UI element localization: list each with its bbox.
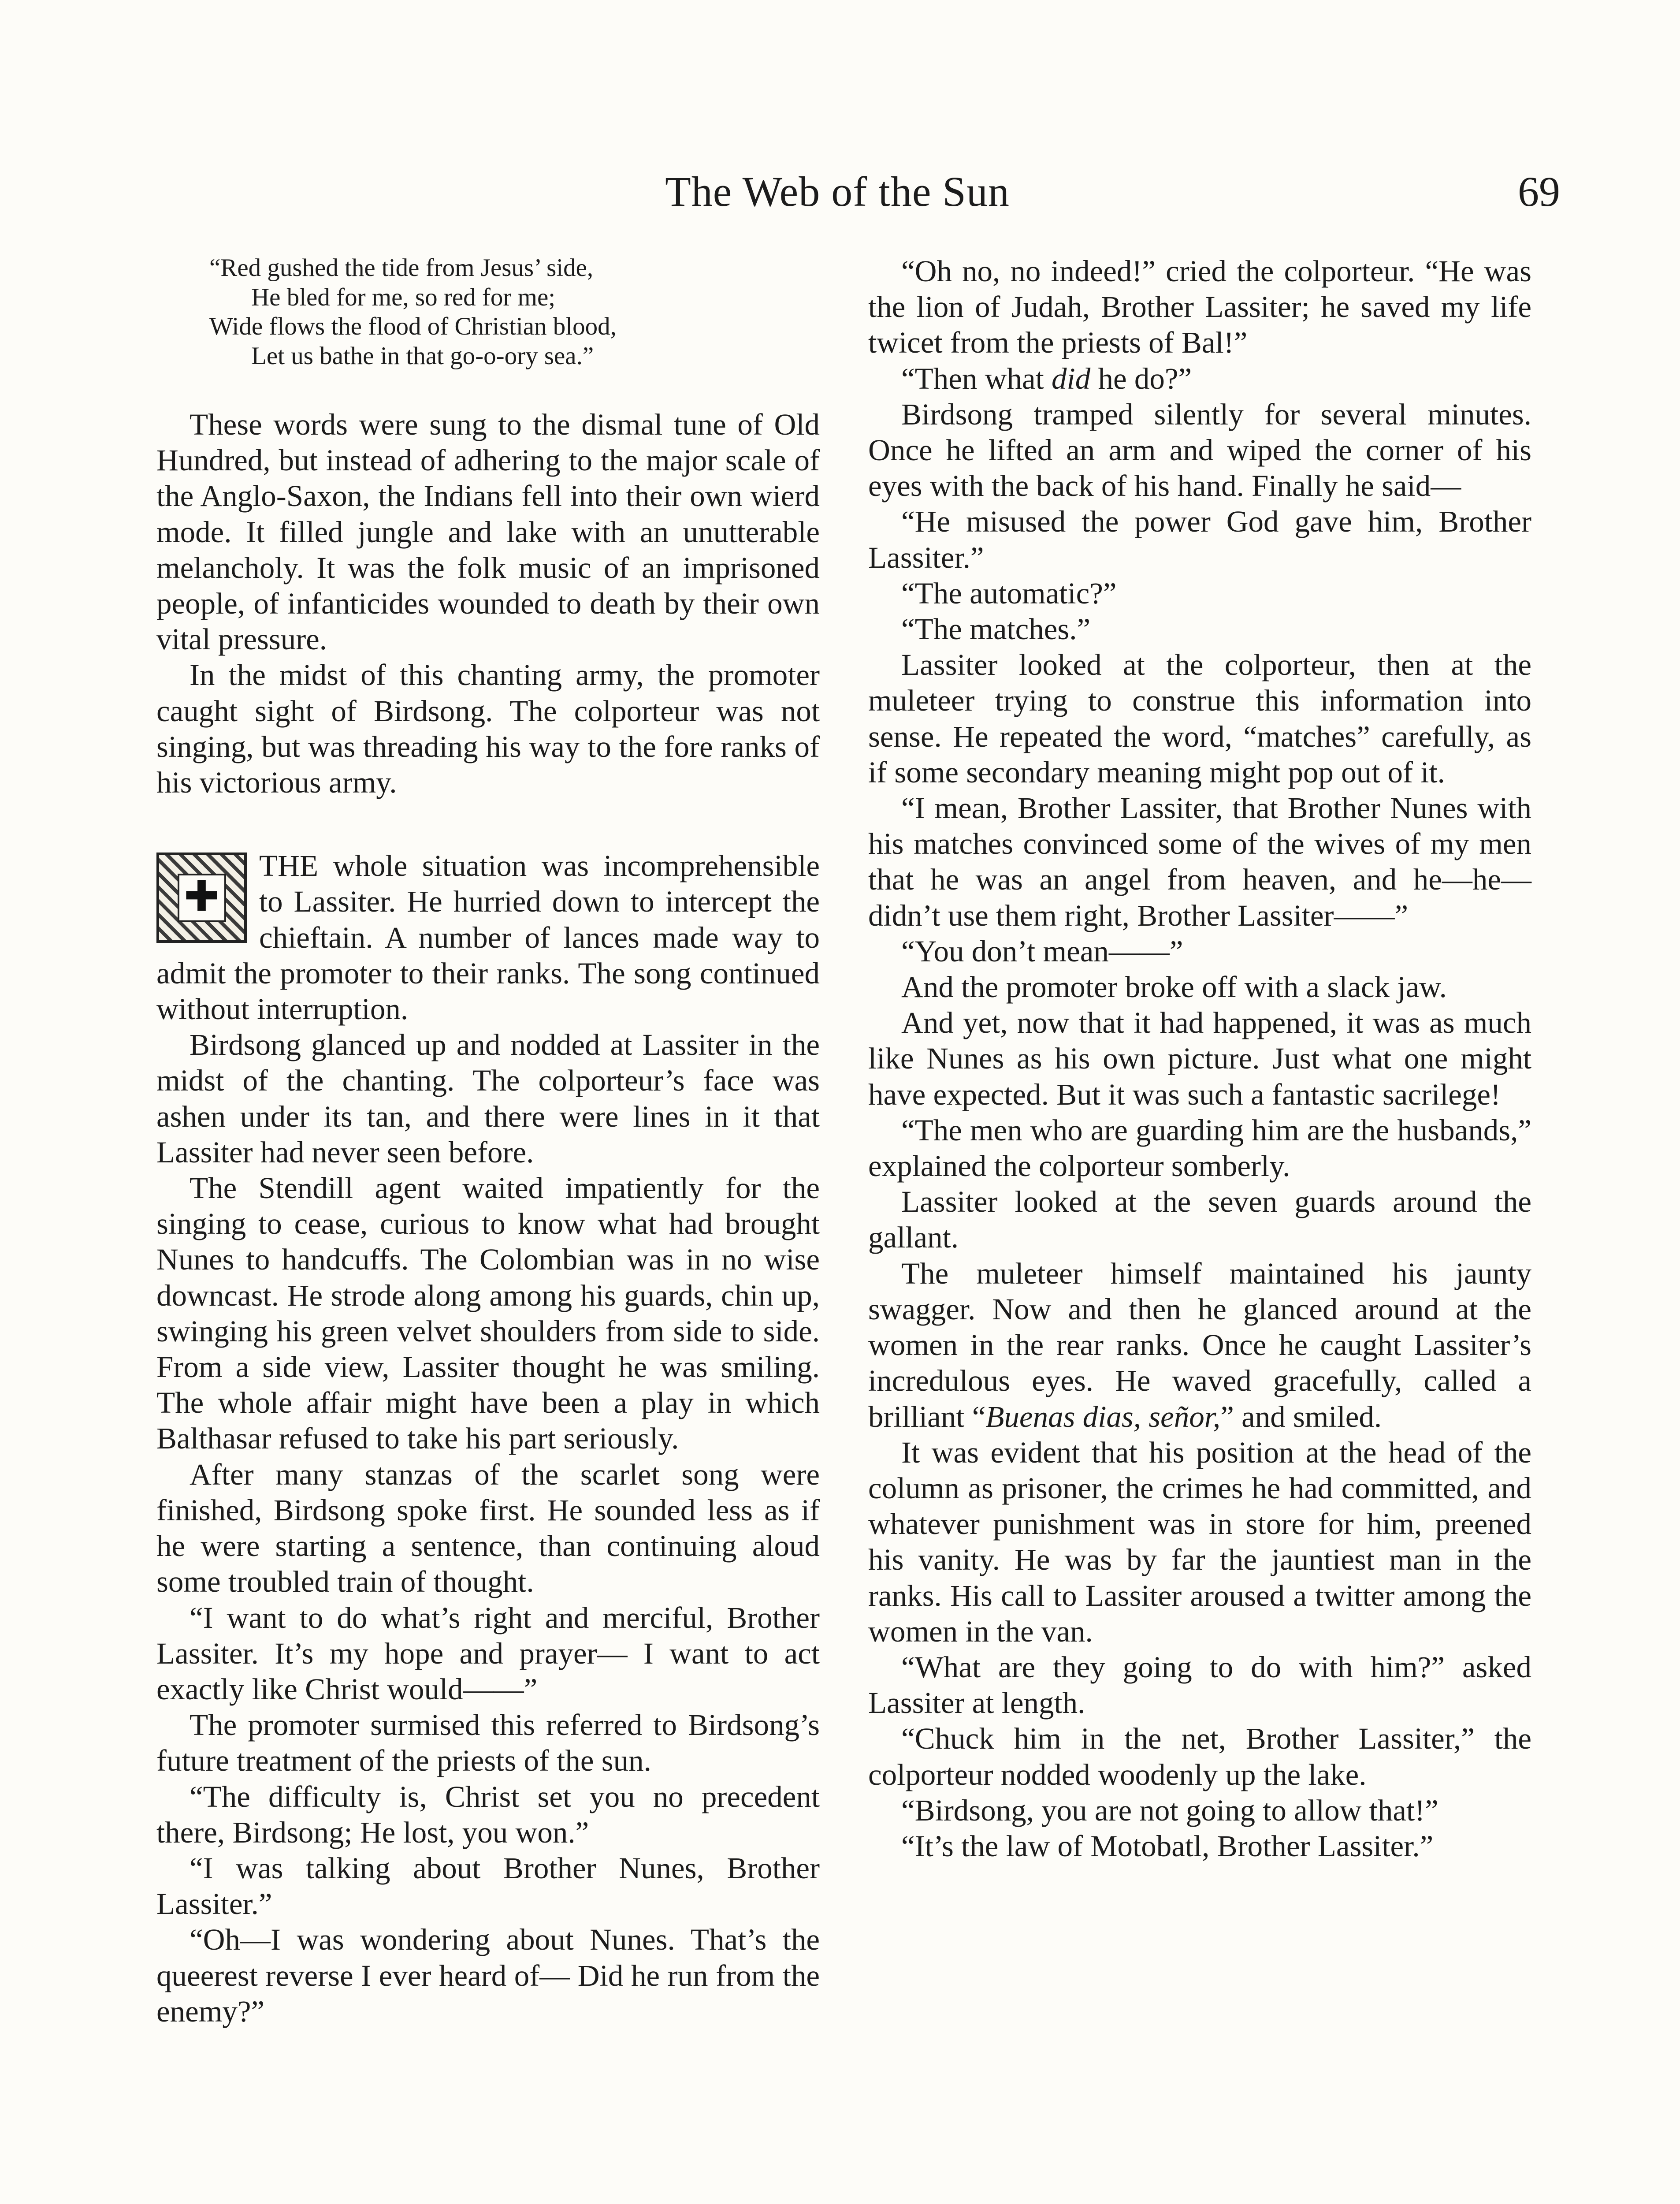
paragraph: “The men who are guarding him are the husbands,” explained the colporteur somberly. (868, 1113, 1531, 1183)
paragraph-text: ” and smiled. (1220, 1400, 1382, 1433)
paragraph: “Oh no, no indeed!” cried the colporteur. “He was the lion of Judah, Brother Lassiter; he saved my life twicet from the priests of Bal!” (868, 254, 1531, 360)
section-opening-text: THE whole situation was incomprehensible to Lassiter. He hurried down to intercept the chieftain. A number of lances made way to admit the promoter to their ranks. The song continued without interruption. (156, 849, 820, 1026)
paragraph: “The difficulty is, Christ set you no precedent there, Birdsong; He lost, you won.” (156, 1780, 820, 1849)
paragraph: After many stanzas of the scarlet song were finished, Birdsong spoke first. He sounded less as if he were starting a sentence, than continuing aloud some troubled train of thought. (156, 1457, 820, 1599)
paragraph: Lassiter looked at the colporteur, then at the muleteer trying to construe this information into sense. He repeated the word, “matches” carefully, as if some secondary meaning might pop out of it. (868, 648, 1531, 789)
paragraph: And yet, now that it had happened, it was as much like Nunes as his own picture. Just what one might have expected. But it was such a fantastic sacrilege! (868, 1006, 1531, 1111)
cross-icon: ✚ (178, 874, 226, 922)
section-break (156, 800, 820, 848)
running-header-title: The Web of the Sun (665, 168, 1010, 215)
paragraph: “Oh—I was wondering about Nunes. That’s the queerest reverse I ever heard of— Did he run from the enemy?” (156, 1923, 820, 2028)
ornamental-cross-initial-icon (156, 853, 247, 943)
paragraph: “You don’t mean——” (901, 934, 1183, 968)
paragraph: “I want to do what’s right and merciful, Brother Lassiter. It’s my hope and prayer— I want to act exactly like Christ would——” (156, 1601, 820, 1706)
verse-line: Let us bathe in that go-o-ory sea.” (251, 342, 594, 370)
paragraph: “He misused the power God gave him, Brother Lassiter.” (868, 505, 1531, 574)
paragraph: “The automatic?” (901, 576, 1117, 610)
hymn-verse (156, 253, 820, 371)
section-opening-paragraph (156, 848, 820, 1027)
right-text-column (868, 253, 1531, 1864)
paragraph: “The matches.” (901, 612, 1091, 646)
emphasis-text: did (1052, 361, 1091, 395)
paragraph-text: he do?” (1090, 361, 1192, 395)
paragraph: “Chuck him in the net, Brother Lassiter,” the colporteur nodded woodenly up the lake. (868, 1722, 1531, 1791)
paragraph (868, 1256, 1531, 1435)
paragraph: It was evident that his position at the head of the column as prisoner, the crimes he had committed, and whatever punishment was in store for him, preened his vanity. He was by far the jauntiest man in the ranks. His call to Lassiter aroused a twitter among the women in the van. (868, 1435, 1531, 1648)
left-text-column (156, 253, 820, 2029)
paragraph: The promoter surmised this referred to Birdsong’s future treatment of the priests of the sun. (156, 1708, 820, 1778)
emphasis-text: Buenas dias, señor, (985, 1400, 1221, 1433)
paragraph: “I mean, Brother Lassiter, that Brother Nunes with his matches convinced some of the wives of my men that he was an angel from heaven, and he—he—didn’t use them right, Brother Lassiter——” (868, 791, 1531, 932)
paragraph (868, 361, 1531, 397)
paragraph: “Birdsong, you are not going to allow that!” (901, 1793, 1438, 1827)
paragraph: Lassiter looked at the seven guards around the gallant. (868, 1185, 1531, 1255)
paragraph: And the promoter broke off with a slack jaw. (901, 970, 1447, 1004)
paragraph: “It’s the law of Motobatl, Brother Lassiter.” (901, 1829, 1434, 1863)
paragraph-text: “Then what (901, 361, 1052, 395)
paragraph: The Stendill agent waited impatiently for the singing to cease, curious to know what had brought Nunes to handcuffs. The Colombian was in no wise downcast. He strode along among his guards, chin up, swinging his green velvet shoulders from side to side. From a side view, Lassiter thought he was smiling. The whole affair might have been a play in which Balthasar refused to take his part seriously. (156, 1171, 820, 1456)
paragraph-text: The muleteer himself maintained his jaunty swagger. Now and then he glanced around at the women in the rear ranks. Once he caught Lassiter’s incredulous eyes. He waved gracefully, called a brilliant “ (868, 1256, 1531, 1433)
paragraph: In the midst of this chanting army, the promoter caught sight of Birdsong. The colporteur was not singing, but was threading his way to the fore ranks of his victorious army. (156, 658, 820, 800)
verse-line: He bled for me, so red for me; (251, 283, 556, 311)
page-number: 69 (1518, 168, 1560, 215)
verse-line: “Red gushed the tide from Jesus’ side, (209, 254, 594, 282)
paragraph: Birdsong glanced up and nodded at Lassiter in the midst of the chanting. The colporteur’s face was ashen under its tan, and there were lines in it that Lassiter had never seen before. (156, 1028, 820, 1169)
paragraph: “I was talking about Brother Nunes, Brother Lassiter.” (156, 1851, 820, 1921)
verse-line: Wide flows the flood of Christian blood, (209, 313, 617, 340)
paragraph: These words were sung to the dismal tune of Old Hundred, but instead of adhering to the major scale of the Anglo-Saxon, the Indians fell into their own wierd mode. It filled jungle and lake with an unutterable melancholy. It was the folk music of an imprisoned people, of infanticides wounded to death by their own vital pressure. (156, 408, 820, 656)
paragraph: Birdsong tramped silently for several minutes. Once he lifted an arm and wiped the corner of his eyes with the back of his hand. Finally he said— (868, 397, 1531, 503)
paragraph: “What are they going to do with him?” asked Lassiter at length. (868, 1650, 1531, 1720)
